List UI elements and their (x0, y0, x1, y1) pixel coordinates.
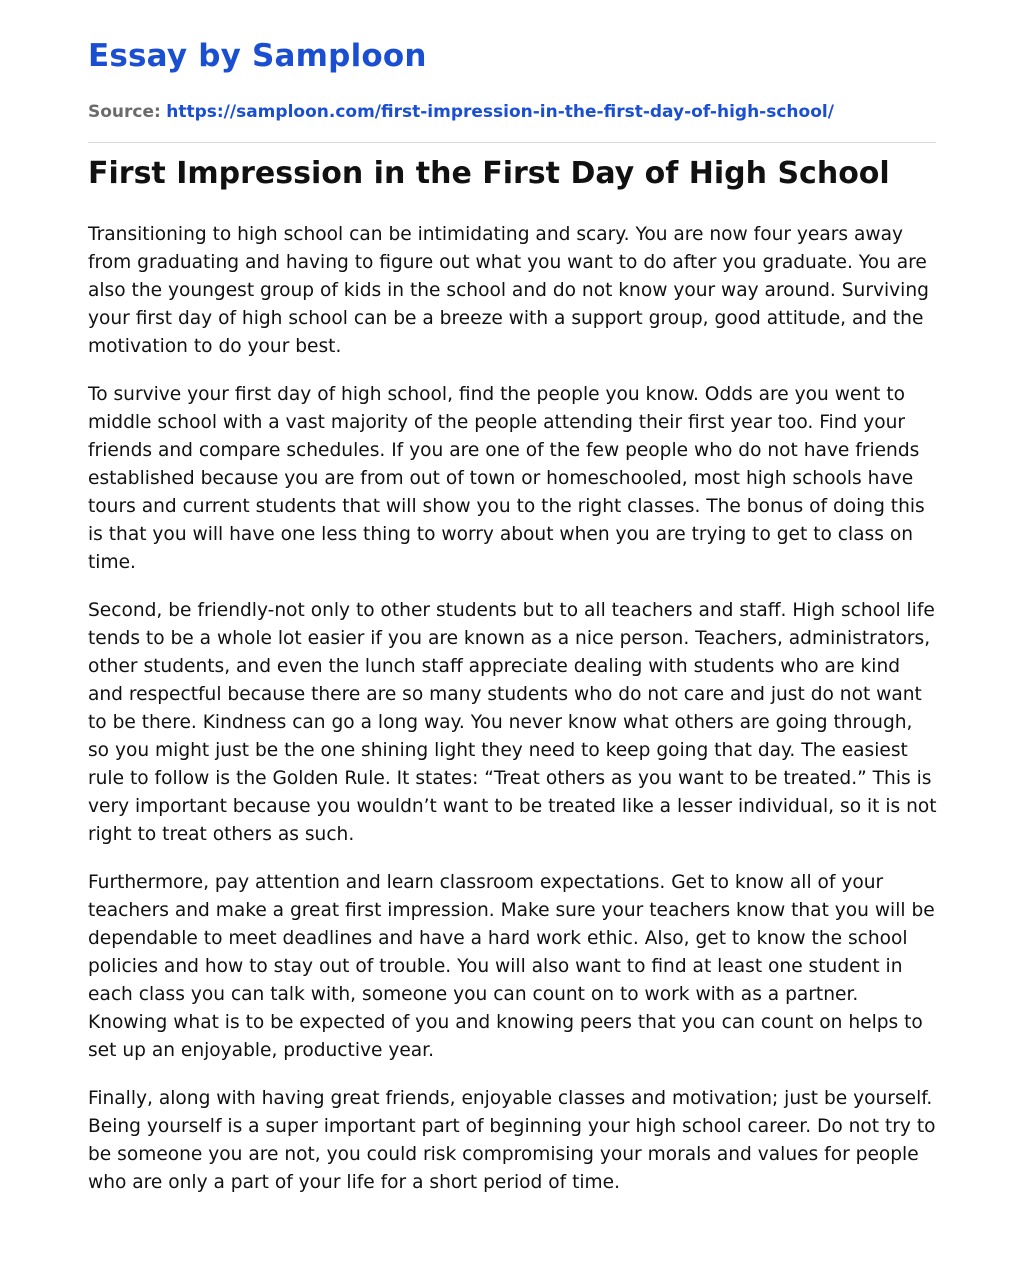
essay-paragraph: Transitioning to high school can be intimidating and scary. You are now four years away from graduating and having to figure out what you want to do after you graduate. You are also the youngest group of kids in the school and do not know your way around. Surviving your first day of high school can be a breeze with a support group, good attitude, and the motivation to do your best. (88, 224, 929, 357)
essay-paragraph: Finally, along with having great friends, enjoyable classes and motivation; just be yourself. Being yourself is a super important part of beginning your high school career. Do not try to be someone you are not, you could risk compromising your morals and values for people who are only a part of your life for a short period of time. (88, 1088, 936, 1193)
essay-body (88, 221, 938, 1217)
essay-paragraph: To survive your first day of high school, find the people you know. Odds are you went to middle school with a vast majority of the people attending their first year too. Find your friends and compare schedules. If you are one of the few people who do not have friends established because you are from out of town or homeschooled, most high schools have tours and current students that will show you to the right classes. The bonus of doing this is that you will have one less thing to worry about when you are trying to get to class on time. (88, 384, 925, 573)
source-link[interactable]: https://samploon.com/first-impression-in-the-first-day-of-high-school/ (166, 102, 834, 122)
header-divider (88, 142, 936, 143)
essay-title: First Impression in the First Day of High School (88, 156, 890, 191)
essay-paragraph: Furthermore, pay attention and learn classroom expectations. Get to know all of your teachers and make a great first impression. Make sure your teachers know that you will be dependable to meet deadlines and have a hard work ethic. Also, get to know the school policies and how to stay out of trouble. You will also want to find at least one student in each class you can talk with, someone you can count on to work with as a partner. Knowing what is to be expected of you and knowing peers that you can count on helps to set up an enjoyable, productive year. (88, 872, 935, 1061)
source-label: Source: (88, 102, 161, 122)
source-line (88, 102, 834, 122)
essay-paragraph: Second, be friendly-not only to other students but to all teachers and staff. High school life tends to be a whole lot easier if you are known as a nice person. Teachers, administrators, other students, and even the lunch staff appreciate dealing with students who are kind and respectful because there are so many students who do not care and just do not want to be there. Kindness can go a long way. You never know what others are going through, so you might just be the one shining light they need to keep going that day. The easiest rule to follow is the Golden Rule. It states: “Treat others as you want to be treated.” This is very important because you wouldn’t want to be treated like a lesser individual, so it is not right to treat others as such. (88, 600, 937, 845)
brand-title: Essay by Samploon (88, 38, 427, 74)
